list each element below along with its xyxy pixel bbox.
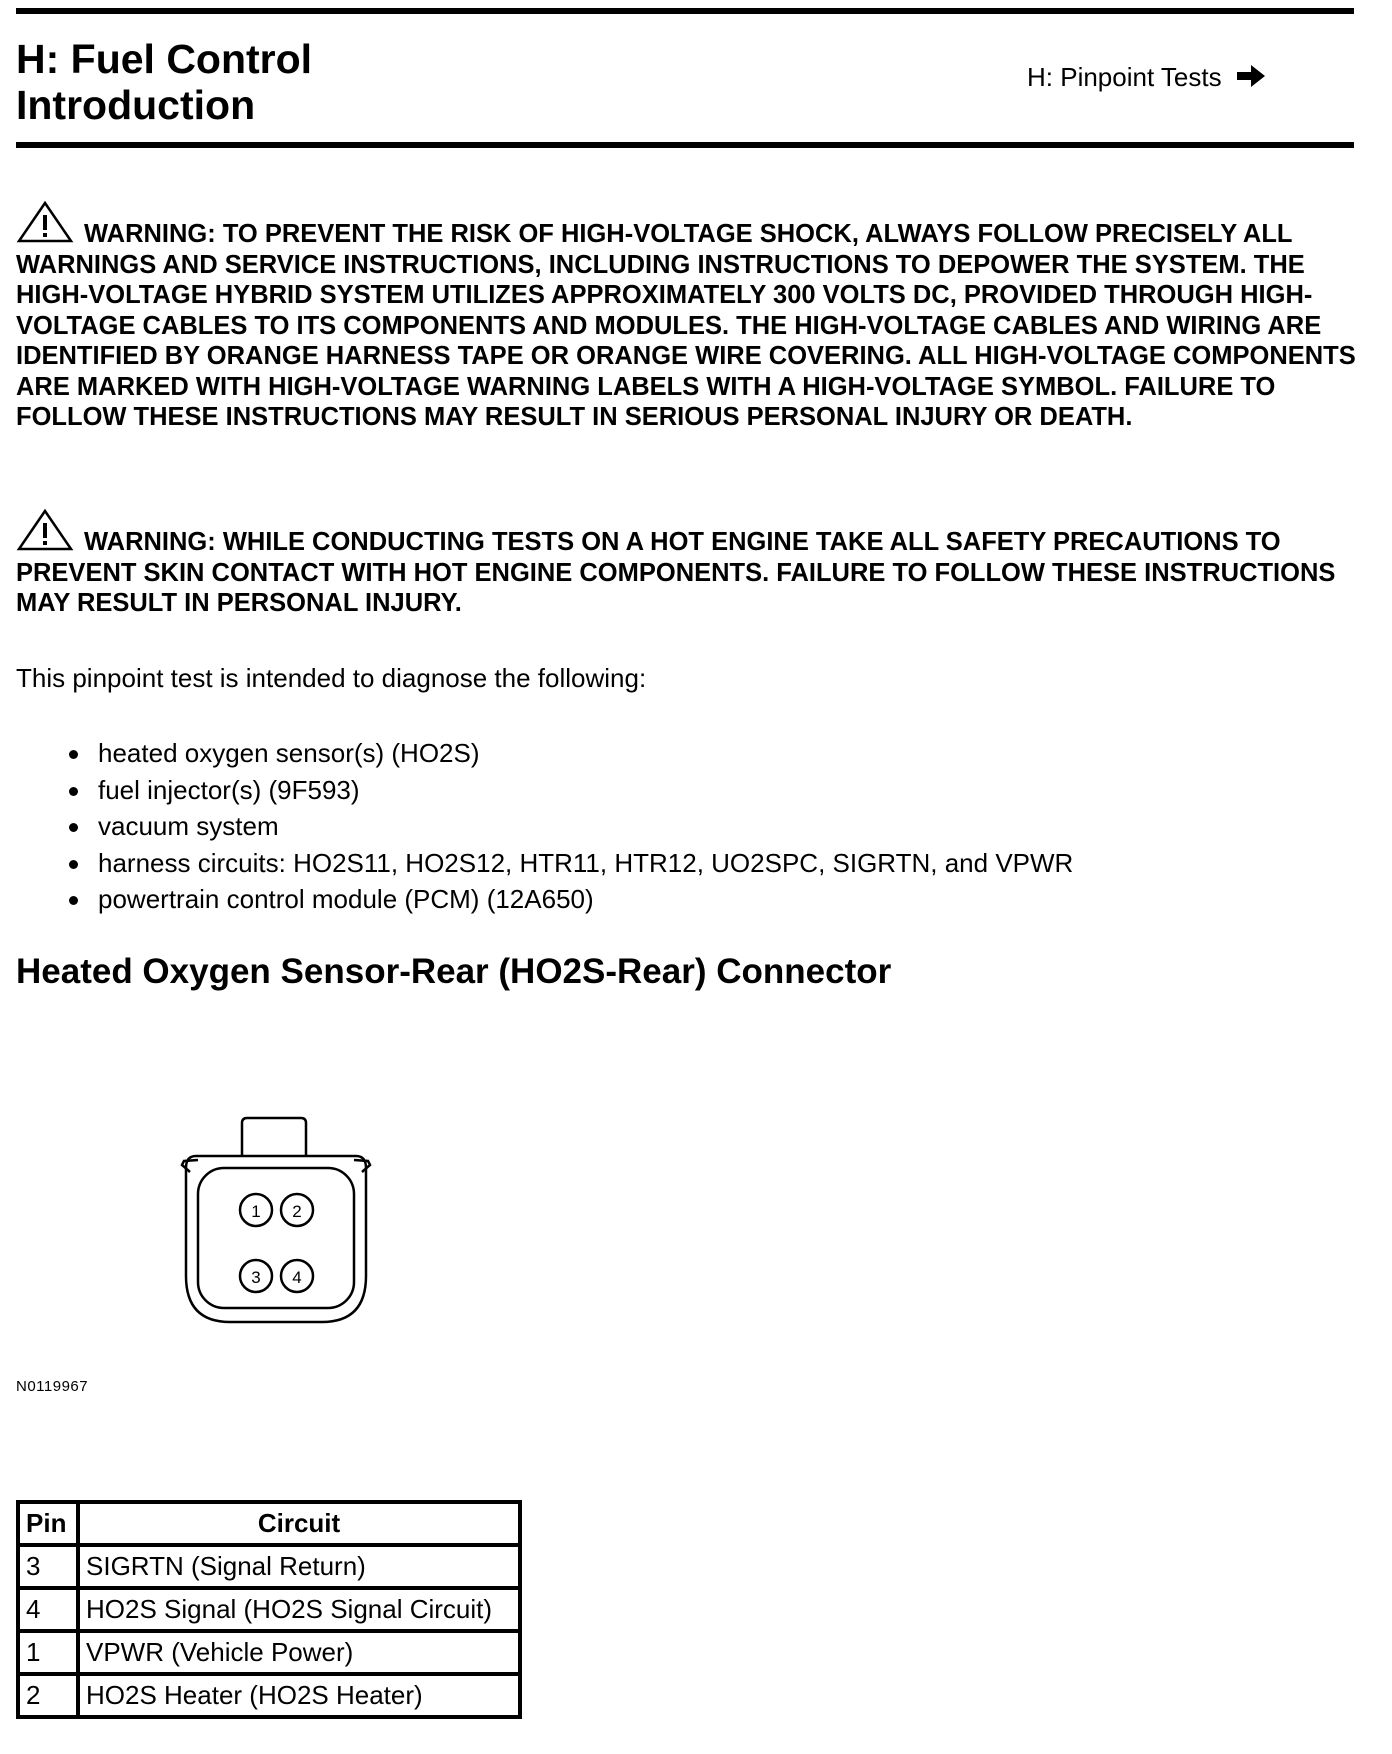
pin-cell: 1 <box>18 1631 78 1674</box>
high-voltage-warning <box>16 200 1356 433</box>
list-item: vacuum system <box>16 808 1073 845</box>
connector-diagram <box>176 1116 376 1326</box>
page-title-line1: H: Fuel Control <box>16 36 313 82</box>
header-rule <box>16 142 1354 148</box>
warning-triangle-icon <box>16 508 74 552</box>
table-row <box>18 1674 520 1717</box>
pin-cell: 3 <box>18 1545 78 1588</box>
pin-2-label: 2 <box>292 1202 302 1221</box>
pin-1-label: 1 <box>251 1202 261 1221</box>
pin-3-label: 3 <box>251 1268 261 1287</box>
circuit-column-header: Circuit <box>78 1502 520 1545</box>
pin-cell: 2 <box>18 1674 78 1717</box>
table-row <box>18 1545 520 1588</box>
list-item: fuel injector(s) (9F593) <box>16 772 1073 809</box>
circuit-cell: SIGRTN (Signal Return) <box>78 1545 520 1588</box>
table-row <box>18 1631 520 1674</box>
circuit-cell: HO2S Signal (HO2S Signal Circuit) <box>78 1588 520 1631</box>
section-title: Heated Oxygen Sensor-Rear (HO2S-Rear) Connector <box>16 952 892 991</box>
top-rule <box>16 8 1354 14</box>
list-item: harness circuits: HO2S11, HO2S12, HTR11, HTR12, UO2SPC, SIGRTN, and VPWR <box>16 845 1073 882</box>
next-section-link[interactable] <box>1027 62 1266 92</box>
warning-triangle-icon <box>16 200 74 244</box>
arrow-right-icon <box>1236 64 1266 88</box>
list-item: powertrain control module (PCM) (12A650) <box>16 881 1073 918</box>
hot-engine-warning-text: WARNING: WHILE CONDUCTING TESTS ON A HOT ENGINE TAKE ALL SAFETY PRECAUTIONS TO PREVENT SKIN CONTACT WITH HOT ENGINE COMPONENTS. FAILURE TO FOLLOW THESE INSTRUCTIONS MAY RESULT IN PERSONAL INJURY. <box>16 528 1336 617</box>
pin-cell: 4 <box>18 1588 78 1631</box>
next-section-label: H: Pinpoint Tests <box>1027 62 1222 92</box>
circuit-cell: VPWR (Vehicle Power) <box>78 1631 520 1674</box>
table-header-row <box>18 1502 520 1545</box>
intro-text: This pinpoint test is intended to diagnose the following: <box>16 663 647 693</box>
page-title <box>16 36 312 128</box>
hot-engine-warning <box>16 508 1356 619</box>
table-row <box>18 1588 520 1631</box>
pin-column-header: Pin <box>18 1502 78 1545</box>
list-item: heated oxygen sensor(s) (HO2S) <box>16 735 1073 772</box>
diagnosis-list <box>16 735 1073 918</box>
pin-4-label: 4 <box>292 1268 302 1287</box>
page-title-line2: Introduction <box>16 82 256 128</box>
figure-id: N0119967 <box>16 1378 89 1395</box>
pin-table <box>16 1500 522 1719</box>
high-voltage-warning-text: WARNING: TO PREVENT THE RISK OF HIGH-VOLTAGE SHOCK, ALWAYS FOLLOW PRECISELY ALL WARNINGS AND SERVICE INSTRUCTIONS, INCLUDING INSTRUCTIONS TO DEPOWER THE SYSTEM. THE HIGH-VOLTAGE HYBRID SYSTEM UTILIZES APPROXIMATELY 300 VOLTS DC, PROVIDED THROUGH HIGH-VOLTAGE CABLES TO ITS COMPONENTS AND MODULES. THE HIGH-VOLTAGE CABLES AND WIRING ARE IDENTIFIED BY ORANGE HARNESS TAPE OR ORANGE WIRE COVERING. ALL HIGH-VOLTAGE COMPONENTS ARE MARKED WITH HIGH-VOLTAGE WARNING LABELS WITH A HIGH-VOLTAGE SYMBOL. FAILURE TO FOLLOW THESE INSTRUCTIONS MAY RESULT IN SERIOUS PERSONAL INJURY OR DEATH. <box>16 220 1356 431</box>
connector-housing-outer <box>186 1156 366 1322</box>
circuit-cell: HO2S Heater (HO2S Heater) <box>78 1674 520 1717</box>
